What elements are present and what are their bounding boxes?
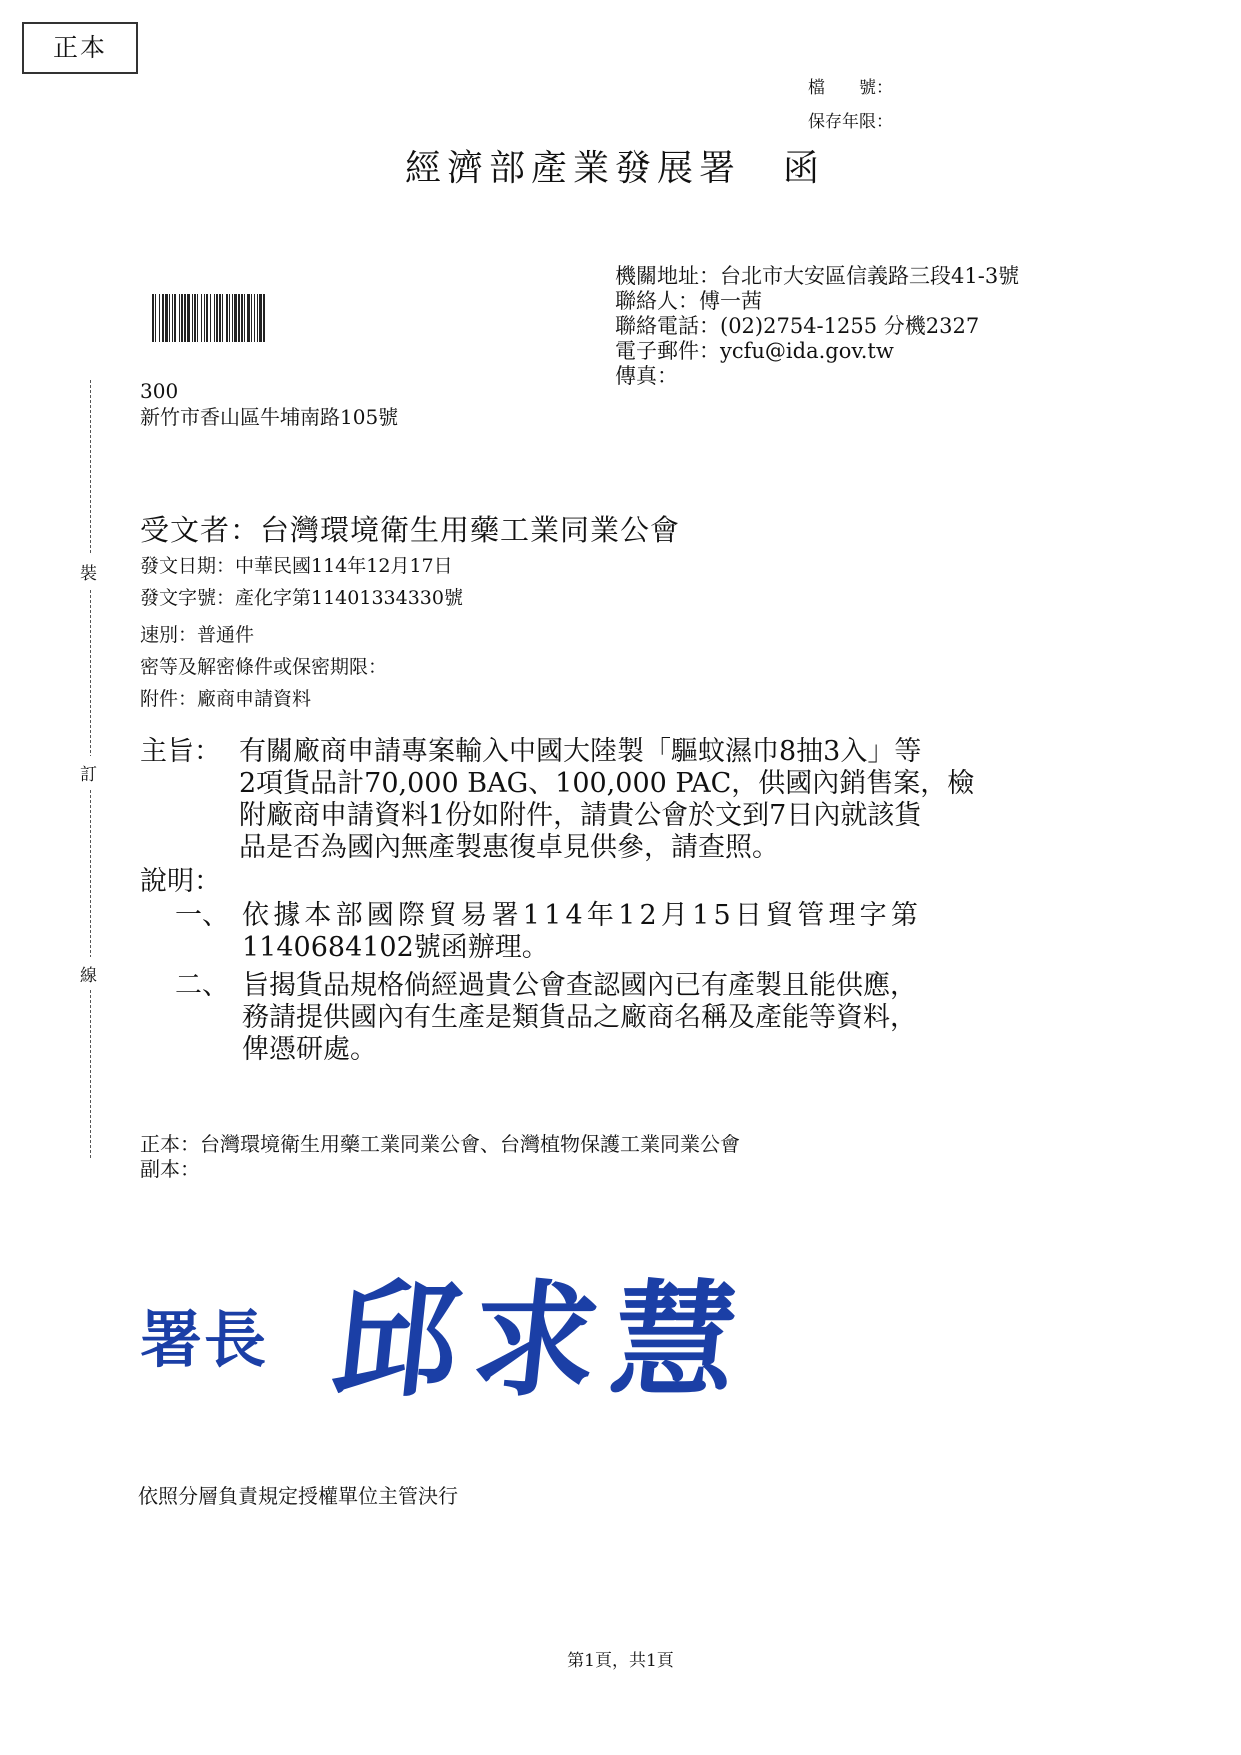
- item-line: 俾憑研處。: [242, 1034, 377, 1065]
- page-number: 第1頁，共1頁: [567, 1651, 674, 1671]
- subject-line: 附廠商申請資料1份如附件，請貴公會於文到7日內就該貨: [239, 800, 922, 831]
- item-number: 二、: [175, 970, 229, 1001]
- subject-line: 品是否為國內無產製惠復卓見供參，請查照。: [239, 832, 779, 863]
- item-number: 一、: [175, 900, 229, 931]
- contact-phone: 聯絡電話：(02)2754-1255 分機2327: [615, 314, 980, 338]
- duplicate-recipients: 副本：: [140, 1157, 200, 1181]
- binding-mark-xian: 線: [80, 957, 97, 990]
- delivery-speed: 速別：普通件: [140, 624, 255, 646]
- signature-name: 邱求慧: [326, 1268, 759, 1414]
- authorization-note: 依照分層負責規定授權單位主管決行: [138, 1484, 458, 1508]
- secrecy-level: 密等及解密條件或保密期限：: [140, 656, 388, 678]
- attachment: 附件：廠商申請資料: [140, 688, 312, 710]
- signature-title: 署長: [140, 1303, 269, 1376]
- contact-email: 電子郵件：ycfu@ida.gov.tw: [615, 339, 894, 363]
- item-line: 依據本部國際貿易署114年12月15日貿管理字第: [242, 900, 923, 931]
- barcode-gap: [265, 294, 266, 342]
- retention-period-label: 保存年限：: [808, 112, 893, 132]
- subject-line: 2項貨品計70,000 BAG、100,000 PAC，供國內銷售案，檢: [239, 768, 975, 799]
- subject-label: 主旨：: [140, 736, 221, 767]
- mailing-address: 新竹市香山區牛埔南路105號: [140, 405, 399, 429]
- item-line: 務請提供國內有生產是類貨品之廠商名稱及產能等資料，: [242, 1002, 917, 1033]
- item-line: 1140684102號函辦理。: [242, 932, 549, 963]
- contact-person: 聯絡人：傅一茜: [615, 289, 762, 313]
- contact-fax: 傳真：: [615, 364, 678, 388]
- explanation-label: 說明：: [140, 866, 221, 897]
- recipient: 受文者：台灣環境衛生用藥工業同業公會: [140, 513, 681, 547]
- subject-line: 有關廠商申請專案輸入中國大陸製「驅蚊濕巾8抽3入」等: [239, 736, 922, 767]
- mailing-postcode: 300: [140, 379, 179, 403]
- file-number-label: 檔 號：: [808, 78, 893, 98]
- original-recipients: 正本：台灣環境衛生用藥工業同業公會、台灣植物保護工業同業公會: [140, 1132, 740, 1156]
- binding-mark-zhuang: 裝: [80, 555, 97, 588]
- document-title: 經濟部產業發展署 函: [405, 148, 826, 189]
- document-number: 發文字號：產化字第11401334330號: [140, 587, 463, 609]
- barcode: [152, 294, 422, 342]
- original-copy-stamp: 正本: [22, 22, 138, 74]
- item-line: 旨揭貨品規格倘經過貴公會查認國內已有產製且能供應，: [242, 970, 917, 1001]
- binding-mark-ding: 訂: [80, 756, 97, 789]
- issue-date: 發文日期：中華民國114年12月17日: [140, 555, 453, 577]
- agency-address: 機關地址：台北市大安區信義路三段41-3號: [615, 264, 1020, 288]
